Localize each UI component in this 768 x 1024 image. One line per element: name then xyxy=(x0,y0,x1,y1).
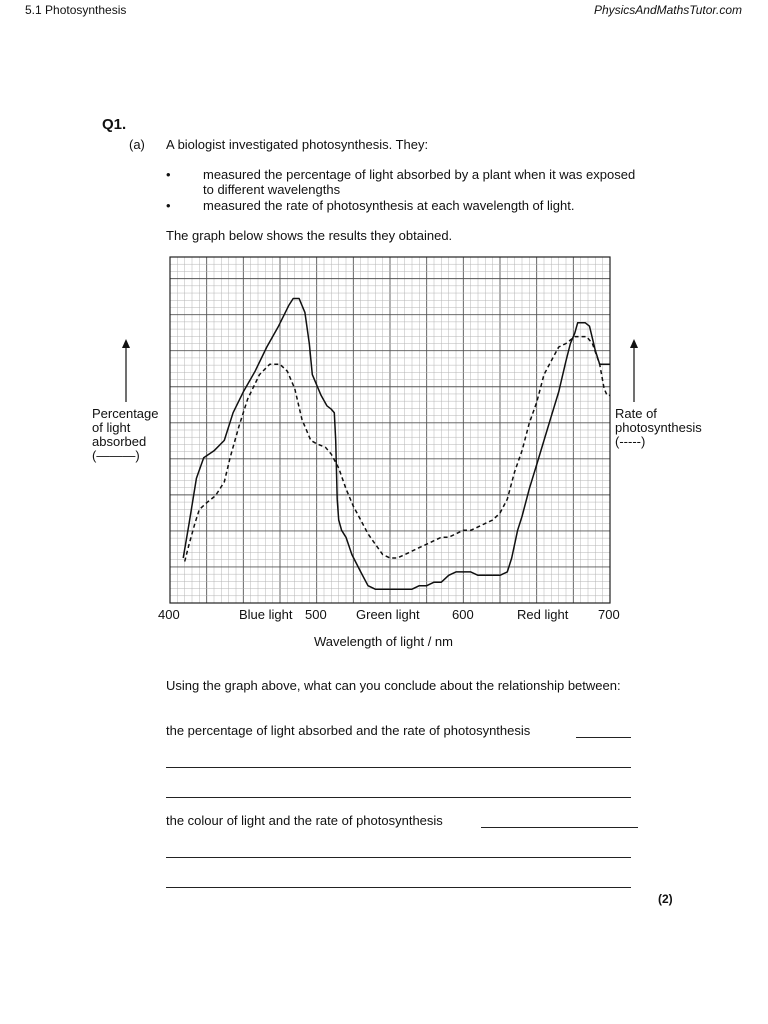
chart-curves xyxy=(183,299,610,590)
right-axis-label-line: Rate of xyxy=(615,406,657,421)
x-tick-label: 400 xyxy=(158,607,180,622)
answer-line[interactable] xyxy=(166,767,631,768)
bullet-marker: • xyxy=(166,198,171,213)
left-axis-label-line: of light xyxy=(92,420,131,435)
answer-line[interactable] xyxy=(166,887,631,888)
answer-line[interactable] xyxy=(481,827,638,828)
x-annotation-green: Green light xyxy=(356,607,420,622)
right-axis-label xyxy=(615,407,702,449)
graph-intro: The graph below shows the results they obtained. xyxy=(166,228,453,243)
right-arrow-head xyxy=(630,339,638,348)
light-absorbed-line xyxy=(183,299,610,590)
left-axis-label-line: Percentage xyxy=(92,406,159,421)
header-left-title: 5.1 Photosynthesis xyxy=(25,3,127,17)
sub-prompt-2: the colour of light and the rate of photosynthesis xyxy=(166,813,443,828)
header-right-site: PhysicsAndMathsTutor.com xyxy=(593,3,742,17)
left-arrow-head xyxy=(122,339,130,348)
answer-line[interactable] xyxy=(166,857,631,858)
bullet-text: measured the percentage of light absorbed by a plant when it was exposed to different wavelengths xyxy=(203,167,636,197)
right-axis-label-line: photosynthesis xyxy=(615,420,702,435)
x-axis-label: Wavelength of light / nm xyxy=(314,634,453,649)
question-number: Q1. xyxy=(102,116,127,133)
chart-grid xyxy=(170,257,610,603)
left-axis-label-line: (———) xyxy=(92,448,140,463)
left-axis-label xyxy=(92,407,159,463)
x-tick-label: 500 xyxy=(305,607,327,622)
left-axis-label-line: absorbed xyxy=(92,434,147,449)
bullet-marker: • xyxy=(166,167,171,182)
answer-line[interactable] xyxy=(166,797,631,798)
x-annotation-blue: Blue light xyxy=(239,607,293,622)
question-intro: A biologist investigated photosynthesis. They: xyxy=(166,137,429,152)
question-part: (a) xyxy=(129,137,145,152)
answer-line[interactable] xyxy=(576,737,631,738)
sub-prompt-1: the percentage of light absorbed and the rate of photosynthesis xyxy=(166,723,531,738)
bullet-text: measured the rate of photosynthesis at each wavelength of light. xyxy=(203,198,575,213)
question-prompt: Using the graph above, what can you conclude about the relationship between: xyxy=(166,678,621,693)
right-axis-label-line: (-----) xyxy=(615,434,646,449)
x-annotation-red: Red light xyxy=(517,607,569,622)
marks-indicator: (2) xyxy=(658,892,673,906)
x-tick-label: 600 xyxy=(452,607,474,622)
x-tick-label: 700 xyxy=(598,607,620,622)
